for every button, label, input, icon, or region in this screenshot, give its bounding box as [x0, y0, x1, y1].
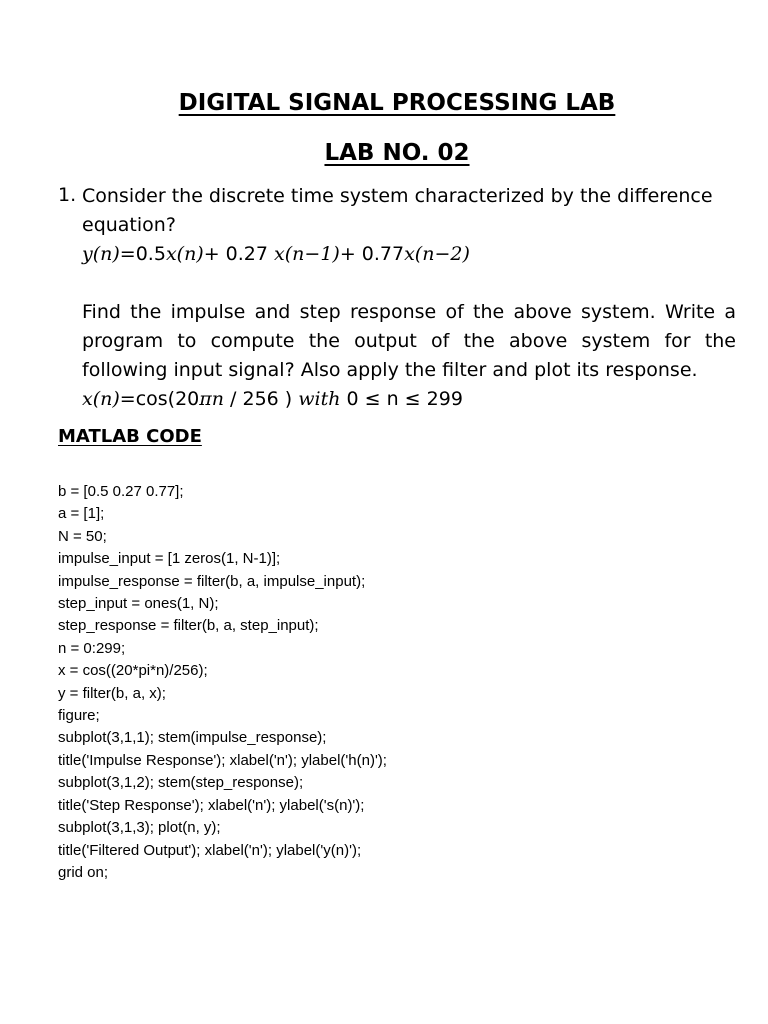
code-line: title('Filtered Output'); xlabel('n'); ylabel('y(n)'); [58, 841, 362, 859]
equation-term-2: x(n−1) [274, 243, 340, 265]
task-paragraph: Find the impulse and step response of the above system. Write a program to compute the output of the above system for the following input signal? Also apply the filter and plot its response. [82, 301, 736, 381]
code-line: x = cos((20*pi*n)/256); [58, 662, 208, 680]
code-line: grid on; [58, 863, 109, 881]
code-line: y = filter(b, a, x); [58, 684, 166, 702]
code-line: subplot(3,1,2); stem(step_response); [58, 774, 304, 792]
code-line: n = 0:299; [58, 639, 126, 657]
equation-term-3: x(n−2) [404, 243, 470, 265]
equation-lhs: y(n) [82, 243, 120, 265]
equation-coef-2: + 0.27 [203, 243, 275, 265]
code-line: N = 50; [58, 527, 107, 545]
question-intro-line-1: Consider the discrete time system characterized by the difference [82, 185, 713, 207]
code-line: title('Step Response'); xlabel('n'); ylabel('s(n)'); [58, 796, 365, 814]
input-cos: =cos(20 [119, 388, 200, 410]
equation-coef-1: =0.5 [119, 243, 166, 265]
question-number: 1. [58, 184, 77, 206]
lab-number-heading: LAB NO. 02 [324, 140, 470, 166]
matlab-code-heading: MATLAB CODE [58, 426, 202, 447]
code-line: step_response = filter(b, a, step_input); [58, 617, 319, 635]
equation-coef-3: + 0.77 [339, 243, 405, 265]
code-line: subplot(3,1,3); plot(n, y); [58, 819, 221, 837]
matlab-code-block [58, 481, 738, 884]
input-pi-n: πn [199, 388, 224, 410]
difference-equation [82, 240, 736, 269]
document-title: DIGITAL SIGNAL PROCESSING LAB [178, 90, 616, 116]
input-with: with [298, 388, 341, 410]
input-lhs: x(n) [82, 388, 120, 410]
input-divisor: / 256 ) [224, 388, 299, 410]
input-signal-equation [82, 385, 736, 414]
code-line: step_input = ones(1, N); [58, 595, 219, 613]
code-line: b = [0.5 0.27 0.77]; [58, 483, 184, 500]
question-intro-line-2: equation? [82, 214, 176, 236]
question-intro [82, 182, 736, 240]
code-line: impulse_response = filter(b, a, impulse_input); [58, 572, 366, 590]
code-line: title('Impulse Response'); xlabel('n'); ylabel('h(n)'); [58, 751, 387, 769]
code-line: figure; [58, 707, 100, 725]
input-range: 0 ≤ n ≤ 299 [340, 388, 463, 410]
code-line: a = [1]; [58, 505, 105, 523]
equation-term-1: x(n) [165, 243, 204, 265]
code-line: subplot(3,1,1); stem(impulse_response); [58, 729, 327, 747]
code-line: impulse_input = [1 zeros(1, N-1)]; [58, 550, 281, 568]
